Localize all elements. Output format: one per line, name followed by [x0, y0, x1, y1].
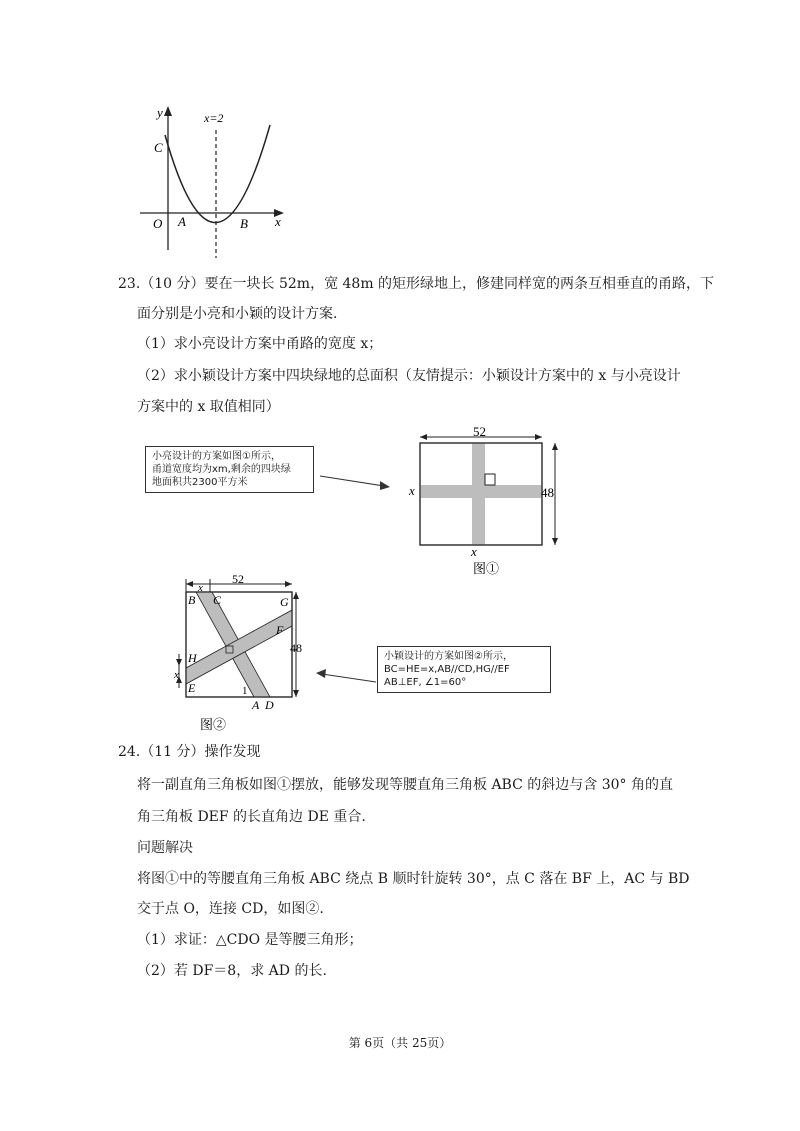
figure1-caption: 图① [473, 561, 500, 575]
figure2-angle-1: 1 [242, 685, 248, 697]
q24-line-1: 24.（11 分）操作发现 [118, 744, 261, 760]
figure2-label-h: H [188, 651, 197, 665]
figure1-diagram [405, 425, 565, 575]
figure1-note [145, 446, 314, 493]
page-footer: 第 6页（共 25页） [348, 1036, 452, 1050]
figure1-note-line-2: 甬道宽度均为xm,剩余的四块绿 [152, 464, 291, 475]
x-axis-label: x [275, 214, 281, 229]
figure2-label-e: E [188, 681, 196, 695]
y-axis-label: y [157, 105, 163, 120]
q23-part-1: （1）求小亮设计方案中甬路的宽度 x； [137, 336, 383, 352]
figure1-x-left: x [409, 483, 415, 498]
figure2-note-line-2: BC=HE=x,AB//CD,HG//EF [384, 664, 510, 675]
figure2-label-a: A [252, 698, 260, 712]
point-b-label: B [240, 216, 248, 231]
q24-part-1: （1）求证：△CDO 是等腰三角形； [137, 932, 363, 948]
q24-line-6: 交于点 O，连接 CD，如图②. [137, 901, 324, 917]
figure2-caption: 图② [200, 717, 227, 732]
origin-label: O [153, 216, 163, 231]
figure2-diagram [170, 574, 320, 734]
figure2-label-f: F [276, 623, 284, 637]
q24-line-5: 将图①中的等腰直角三角板 ABC 绕点 B 顺时针旋转 30°，点 C 落在 BF 上，AC 与 BD [137, 871, 690, 887]
figure2-label-c: C [213, 593, 222, 607]
figure2-x-side: x [174, 669, 179, 681]
q24-line-4: 问题解决 [137, 840, 193, 856]
q23-part-2b: 方案中的 x 取值相同） [137, 399, 280, 415]
figure2-note-line-1: 小颖设计的方案如图②所示， [384, 651, 513, 662]
q23-line-1: 23.（10 分）要在一块长 52m，宽 48m 的矩形绿地上，修建同样宽的两条互相垂直的甬路，下 [118, 276, 715, 292]
figure1-note-line-3: 地面积共2300平方米 [152, 477, 248, 488]
figure2-label-b: B [188, 593, 196, 607]
figure1-height-label: 48 [541, 485, 554, 500]
figure1-arrow [318, 470, 398, 500]
figure2-x-top: x [198, 582, 203, 594]
point-c-label: C [154, 140, 163, 155]
point-a-label: A [178, 214, 186, 229]
figure1-x-bottom: x [471, 544, 477, 559]
figure2-label-d: D [265, 698, 274, 712]
figure1-width-label: 52 [473, 425, 486, 439]
figure2-label-g: G [280, 595, 289, 609]
q24-part-2: （2）若 DF＝8，求 AD 的长. [137, 963, 327, 979]
q23-part-2a: （2）求小颖设计方案中四块绿地的总面积（友情提示：小颖设计方案中的 x 与小亮设计 [137, 368, 681, 384]
figure2-height-label: 48 [290, 641, 302, 655]
figure1-note-line-1: 小亮设计的方案如图①所示， [152, 451, 281, 462]
figure2-note-line-3: AB⊥EF, ∠1=60° [384, 677, 467, 688]
q24-line-3: 角三角板 DEF 的长直角边 DE 重合. [137, 809, 366, 825]
q23-line-2: 面分别是小亮和小颖的设计方案. [137, 306, 338, 322]
parabola-graph [130, 100, 300, 265]
figure2-note [377, 646, 551, 693]
q24-line-2: 将一副直角三角板如图①摆放，能够发现等腰直角三角板 ABC 的斜边与含 30° 角的直 [137, 777, 673, 793]
figure2-width-label: 52 [232, 574, 244, 586]
symmetry-line-label: x=2 [204, 111, 224, 125]
figure2-arrow [312, 668, 378, 688]
